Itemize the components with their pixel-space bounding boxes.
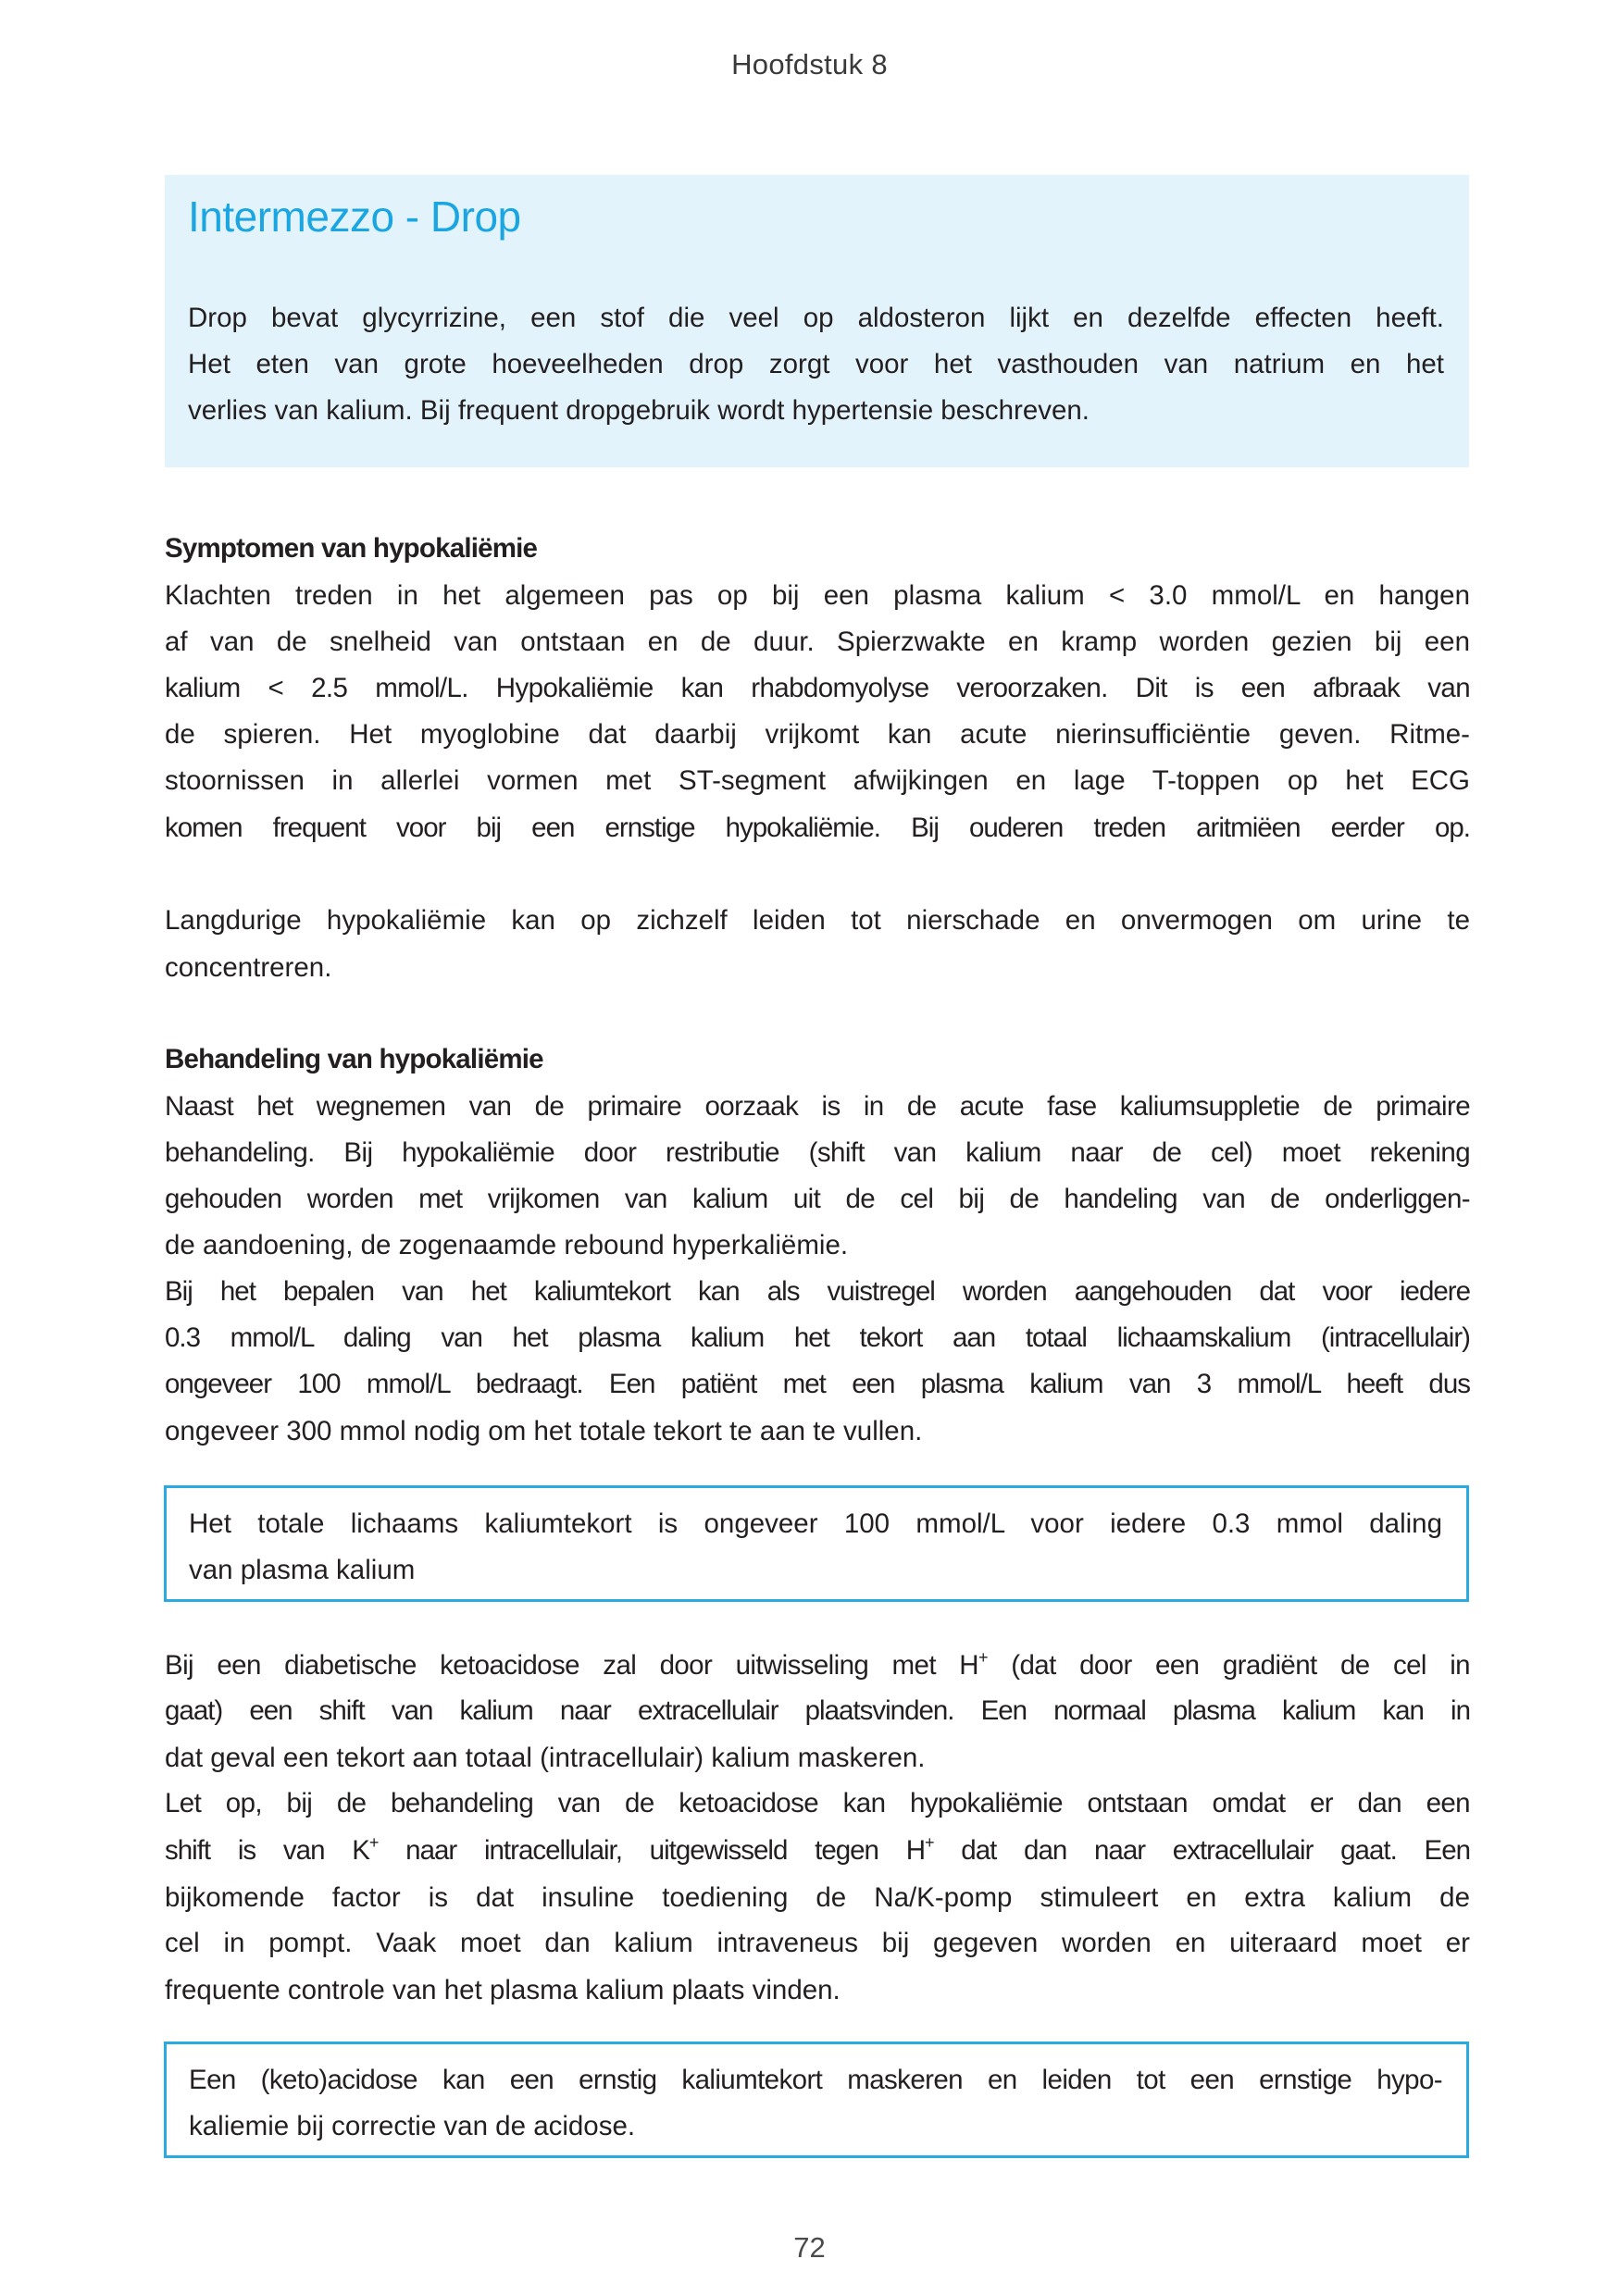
intermezzo-line: Drop bevat glycyrrizine, een stof die veel op aldosteron lijkt en dezelfde effecten heeft. — [188, 303, 1444, 333]
intermezzo-title: Intermezzo - Drop — [188, 192, 521, 241]
paragraph-line: bijkomende factor is dat insuline toediening de Na/K-pomp stimuleert en extra kalium de — [165, 1882, 1470, 1913]
paragraph-line: Bij het bepalen van het kaliumtekort kan als vuistregel worden aangehouden dat voor iedere — [165, 1276, 1470, 1307]
section-heading-treatment: Behandeling van hypokaliëmie — [165, 1044, 543, 1074]
paragraph-line: behandeling. Bij hypokaliëmie door restributie (shift van kalium naar de cel) moet rekening — [165, 1137, 1470, 1168]
paragraph-line: kalium < 2.5 mmol/L. Hypokaliëmie kan rhabdomyolyse veroorzaken. Dit is een afbraak van — [165, 673, 1470, 703]
paragraph-line: komen frequent voor bij een ernstige hypokaliëmie. Bij ouderen treden aritmiëen eerder op. — [165, 813, 1470, 843]
paragraph-line: stoornissen in allerlei vormen met ST-segment afwijkingen en lage T-toppen op het ECG — [165, 765, 1470, 796]
paragraph-line: ongeveer 300 mmol nodig om het totale tekort te aan te vullen. — [165, 1416, 923, 1446]
running-head: Hoofdstuk 8 — [731, 48, 888, 81]
section-heading-symptoms: Symptomen van hypokaliëmie — [165, 533, 538, 564]
paragraph-line: de spieren. Het myoglobine dat daarbij vrijkomt kan acute nierinsufficiëntie geven. Ritme- — [165, 719, 1470, 750]
callout-line: Het totale lichaams kaliumtekort is ongeveer 100 mmol/L voor iedere 0.3 mmol daling — [189, 1508, 1442, 1539]
callout-line: Een (keto)acidose kan een ernstig kaliumtekort maskeren en leiden tot een ernstige hypo- — [189, 2065, 1442, 2095]
superscript-plus: + — [925, 1833, 934, 1852]
paragraph-line: Langdurige hypokaliëmie kan op zichzelf leiden tot nierschade en onvermogen om urine te — [165, 905, 1470, 936]
paragraph-line: af van de snelheid van ontstaan en de duur. Spierzwakte en kramp worden gezien bij een — [165, 627, 1470, 657]
superscript-plus: + — [368, 1833, 379, 1852]
text-segment: dat dan naar extracellulair gaat. Een — [933, 1835, 1471, 1866]
paragraph-line: Let op, bij de behandeling van de ketoacidose kan hypokaliëmie ontstaan omdat er dan een — [165, 1788, 1470, 1818]
callout-box-acidosis-warning — [164, 2042, 1469, 2158]
paragraph-line: ongeveer 100 mmol/L bedraagt. Een patiënt met een plasma kalium van 3 mmol/L heeft dus — [165, 1369, 1470, 1399]
callout-line: kaliemie bij correctie van de acidose. — [189, 2111, 636, 2141]
superscript-plus: + — [978, 1648, 988, 1667]
paragraph-line: de aandoening, de zogenaamde rebound hyperkaliëmie. — [165, 1230, 849, 1260]
paragraph-line: dat geval een tekort aan totaal (intracellulair) kalium maskeren. — [165, 1743, 926, 1773]
paragraph-line: cel in pompt. Vaak moet dan kalium intraveneus bij gegeven worden en uiteraard moet er — [165, 1928, 1470, 1958]
callout-box-potassium-deficit — [164, 1485, 1469, 1602]
paragraph-line: Naast het wegnemen van de primaire oorzaak is in de acute fase kaliumsuppletie de primaire — [165, 1091, 1470, 1122]
intermezzo-line: verlies van kalium. Bij frequent dropgebruik wordt hypertensie beschreven. — [188, 395, 1090, 426]
text-segment: shift is van K — [165, 1835, 369, 1866]
callout-line: van plasma kalium — [189, 1555, 416, 1585]
paragraph-line: Klachten treden in het algemeen pas op bij een plasma kalium < 3.0 mmol/L en hangen — [165, 580, 1470, 611]
paragraph-line — [165, 1643, 1470, 1689]
page-number: 72 — [793, 2231, 826, 2264]
text-segment: Bij een diabetische ketoacidose zal door uitwisseling met H — [165, 1650, 978, 1681]
text-segment: naar intracellulair, uitgewisseld tegen H — [378, 1835, 926, 1866]
paragraph-line — [165, 1828, 1470, 1874]
intermezzo-box — [165, 175, 1469, 467]
paragraph-line: 0.3 mmol/L daling van het plasma kalium het tekort aan totaal lichaamskalium (intracellulair) — [165, 1322, 1470, 1353]
intermezzo-line: Het eten van grote hoeveelheden drop zorgt voor het vasthouden van natrium en het — [188, 349, 1444, 379]
paragraph-line: concentreren. — [165, 952, 332, 983]
paragraph-line: gehouden worden met vrijkomen van kalium uit de cel bij de handeling van de onderliggen- — [165, 1184, 1470, 1214]
paragraph-line: frequente controle van het plasma kalium plaats vinden. — [165, 1975, 841, 2005]
text-segment: (dat door een gradiënt de cel in — [987, 1650, 1470, 1681]
paragraph-line: gaat) een shift van kalium naar extracellulair plaatsvinden. Een normaal plasma kalium kan in — [165, 1695, 1470, 1726]
